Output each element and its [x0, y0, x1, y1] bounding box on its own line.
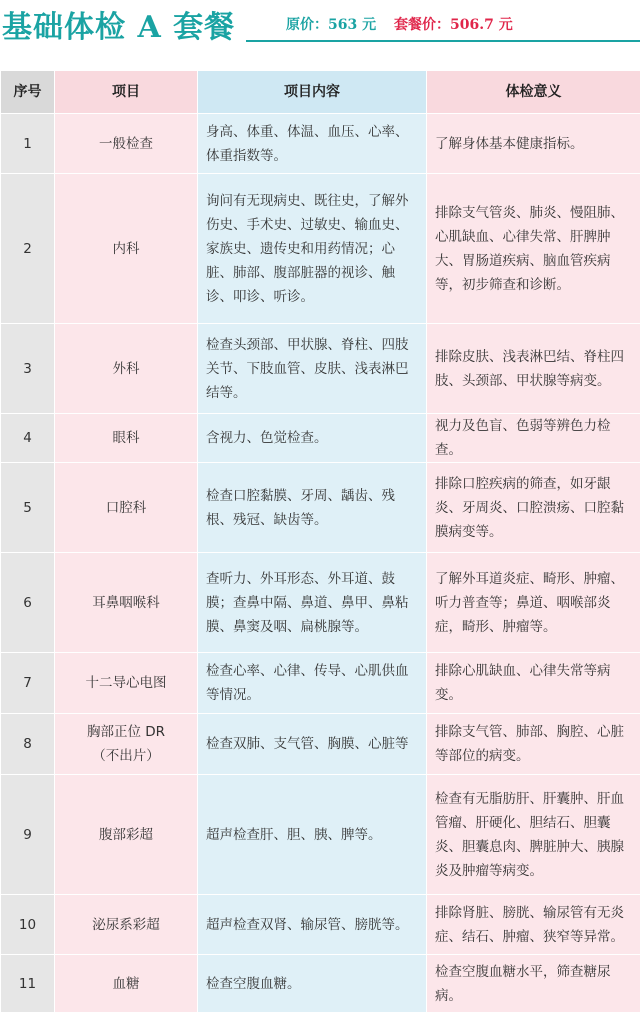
row-item	[55, 414, 198, 463]
row-item-line: 耳鼻咽喉科	[63, 591, 189, 615]
row-number: 7	[1, 653, 55, 714]
row-content: 检查双肺、支气管、胸膜、心脏等	[198, 714, 427, 775]
row-content: 身高、体重、体温、血压、心率、体重指数等。	[198, 114, 427, 174]
table-row	[1, 414, 640, 463]
row-item	[55, 114, 198, 174]
row-item-line: 内科	[63, 237, 189, 261]
row-meaning: 检查空腹血糖水平，筛查糖尿病。	[427, 955, 640, 1013]
row-item-line: 外科	[63, 357, 189, 381]
table-row	[1, 895, 640, 955]
row-number: 9	[1, 775, 55, 895]
row-content: 检查心率、心律、传导、心肌供血等情况。	[198, 653, 427, 714]
row-meaning: 排除口腔疾病的筛查，如牙龈炎、牙周炎、口腔溃疡、口腔黏膜病变等。	[427, 463, 640, 553]
row-content: 询问有无现病史、既往史，了解外伤史、手术史、过敏史、输血史、家族史、遗传史和用药情况；心脏、肺部、腹部脏器的视诊、触诊、叩诊、听诊。	[198, 174, 427, 324]
row-item-line: 泌尿系彩超	[63, 913, 189, 937]
row-meaning: 排除肾脏、膀胱、输尿管有无炎症、结石、肿瘤、狭窄等异常。	[427, 895, 640, 955]
row-meaning: 检查有无脂肪肝、肝囊肿、肝血管瘤、肝硬化、胆结石、胆囊炎、胆囊息肉、脾脏肿大、胰腺炎及肿瘤等病变。	[427, 775, 640, 895]
row-item	[55, 463, 198, 553]
row-item-line: 眼科	[63, 426, 189, 450]
table-row	[1, 324, 640, 414]
row-item	[55, 775, 198, 895]
column-header-content: 项目内容	[198, 71, 427, 114]
row-content: 检查头颈部、甲状腺、脊柱、四肢关节、下肢血管、皮肤、浅表淋巴结等。	[198, 324, 427, 414]
row-item-line: 血糖	[63, 972, 189, 996]
row-content: 超声检查双肾、输尿管、膀胱等。	[198, 895, 427, 955]
row-number: 10	[1, 895, 55, 955]
page-header	[0, 0, 640, 62]
column-header-meaning: 体检意义	[427, 71, 640, 114]
checkup-table	[0, 70, 640, 1013]
row-content: 检查空腹血糖。	[198, 955, 427, 1013]
table-row	[1, 174, 640, 324]
original-price: 原价：563 元	[286, 14, 376, 34]
row-item-line: 口腔科	[63, 496, 189, 520]
column-header-number: 序号	[1, 71, 55, 114]
header-underline	[246, 40, 640, 42]
table-row	[1, 553, 640, 653]
row-number: 11	[1, 955, 55, 1013]
row-meaning: 了解外耳道炎症、畸形、肿瘤、听力普查等；鼻道、咽喉部炎症，畸形、肿瘤等。	[427, 553, 640, 653]
row-item-line: 胸部正位 DR	[63, 720, 189, 744]
page-title: 基础体检 A 套餐	[2, 2, 235, 46]
table-row	[1, 463, 640, 553]
row-content: 检查口腔黏膜、牙周、龋齿、残根、残冠、缺齿等。	[198, 463, 427, 553]
row-number: 1	[1, 114, 55, 174]
row-content: 查听力、外耳形态、外耳道、鼓膜；查鼻中隔、鼻道、鼻甲、鼻粘膜、鼻窦及咽、扁桃腺等。	[198, 553, 427, 653]
row-meaning: 视力及色盲、色弱等辨色力检查。	[427, 414, 640, 463]
row-number: 5	[1, 463, 55, 553]
table-row	[1, 714, 640, 775]
table-row	[1, 653, 640, 714]
package-price: 套餐价：506.7 元	[394, 14, 513, 34]
row-item	[55, 653, 198, 714]
row-meaning: 排除支气管炎、肺炎、慢阻肺、心肌缺血、心律失常、肝脾肿大、胃肠道疾病、脑血管疾病等，初步筛查和诊断。	[427, 174, 640, 324]
row-meaning: 排除心肌缺血、心律失常等病变。	[427, 653, 640, 714]
row-item-line: （不出片）	[63, 744, 189, 768]
row-item	[55, 324, 198, 414]
row-item-line: 十二导心电图	[63, 671, 189, 695]
row-item-line: 腹部彩超	[63, 823, 189, 847]
row-item	[55, 553, 198, 653]
row-number: 6	[1, 553, 55, 653]
row-number: 2	[1, 174, 55, 324]
table-row	[1, 955, 640, 1013]
row-content: 含视力、色觉检查。	[198, 414, 427, 463]
row-content: 超声检查肝、胆、胰、脾等。	[198, 775, 427, 895]
table-row	[1, 114, 640, 174]
row-number: 3	[1, 324, 55, 414]
table-header-row	[1, 71, 640, 114]
row-item	[55, 895, 198, 955]
row-item	[55, 955, 198, 1013]
row-number: 4	[1, 414, 55, 463]
table-row	[1, 775, 640, 895]
row-item	[55, 714, 198, 775]
row-meaning: 了解身体基本健康指标。	[427, 114, 640, 174]
row-meaning: 排除皮肤、浅表淋巴结、脊柱四肢、头颈部、甲状腺等病变。	[427, 324, 640, 414]
row-meaning: 排除支气管、肺部、胸腔、心脏等部位的病变。	[427, 714, 640, 775]
column-header-item: 项目	[55, 71, 198, 114]
row-item-line: 一般检查	[63, 132, 189, 156]
row-item	[55, 174, 198, 324]
row-number: 8	[1, 714, 55, 775]
